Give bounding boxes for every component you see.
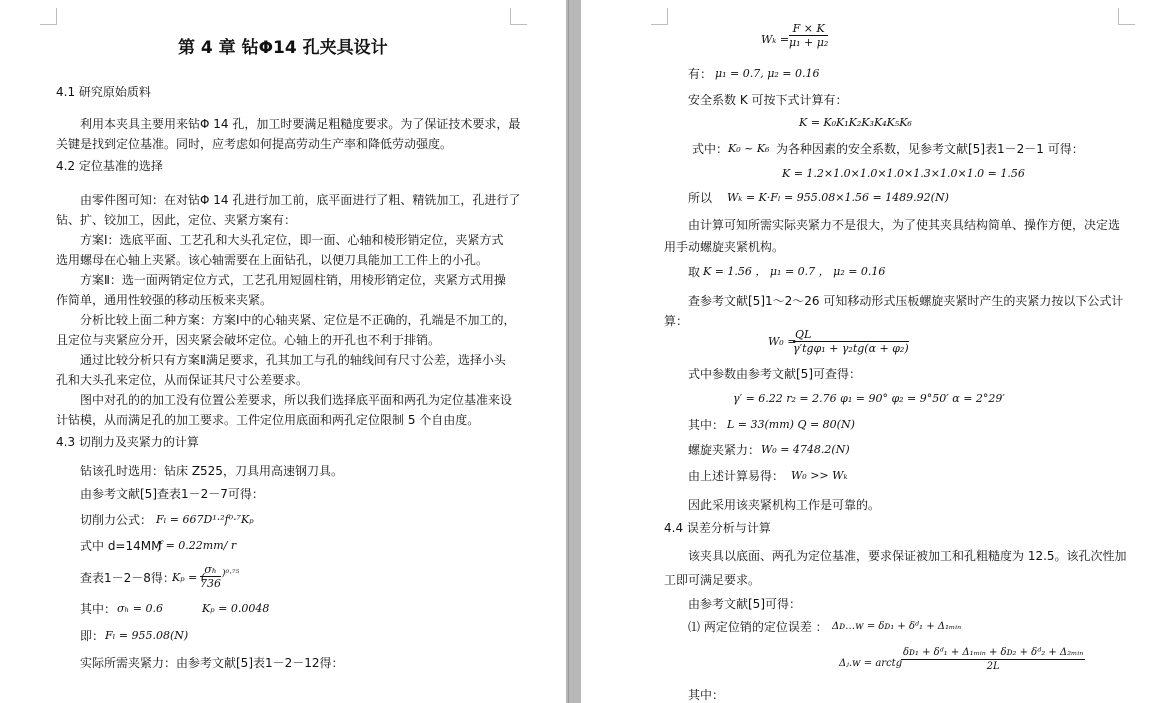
paragraph-line: 钻、扩、铰加工，因此，定位、夹紧方案有：: [56, 213, 297, 227]
comparison-result: W₀ >> Wₖ: [791, 469, 848, 482]
right-corner-mark-tr: [1118, 8, 1135, 25]
screw-clamp-formula-lhs: W₀ =: [768, 335, 797, 348]
paragraph-line: 由计算可知所需实际夹紧力不是很大，为了使其夹具结构简单、操作方便，决定选: [688, 218, 1121, 232]
formula-label: ⑴ 两定位销的定位误差 ：: [688, 620, 828, 634]
screw-clamp-fraction: [793, 328, 909, 355]
clamp-force-formula-lhs: Wₖ =: [761, 33, 790, 46]
paragraph-line: 查参考文献[5]1～2～26 可知移动形式压板螺旋夹紧时产生的夹紧力按以下公式计: [688, 294, 1124, 308]
paragraph-line: 其中：: [688, 688, 725, 702]
formula-label: 查表1－2－8得：: [80, 571, 175, 585]
factor-range: K₀ ~ K₆: [728, 142, 770, 155]
screw-clamp-numerator: QL: [793, 328, 909, 342]
clamp-force-result: Wₖ = K·Fₗ = 955.08×1.56 = 1489.92(N): [727, 191, 949, 204]
paragraph-line: 方案Ⅰ：选底平面、工艺孔和大头孔定位，即一面、心轴和棱形销定位，夹紧方式: [80, 233, 504, 247]
section-4-2-heading: 4.2 定位基准的选择: [56, 159, 163, 173]
angular-error-formula-lhs: Δⱼ.ᴡ = arctg: [839, 658, 903, 669]
paragraph-line: 图中对孔的的加工没有位置公差要求，所以我们选择底平面和两孔为定位基准来设: [80, 393, 513, 407]
paragraph-line: 用手动螺旋夹紧机构。: [664, 240, 785, 254]
kp-value: Kₚ = 0.0048: [202, 602, 270, 615]
angular-error-denominator: 2L: [986, 661, 1000, 672]
formula-label: 由上述计算易得：: [688, 469, 785, 483]
screw-clamp-denominator: γ′tgφ₁ + γ₂tg(α + φ₂): [793, 342, 909, 355]
paragraph-line: 该夹具以底面、两孔为定位基准，要求保证被加工和孔粗糙度为 12.5。该孔次性加: [688, 549, 1127, 563]
kp-formula-pre: Kₚ = (: [172, 571, 206, 584]
paragraph-line: 由参考文献[5]可得：: [688, 597, 801, 611]
paragraph-line: 选用螺母在心轴上夹紧。该心轴需要在上面钻孔，以便刀具能加工工件上的小孔。: [56, 253, 489, 267]
friction-coefficients: μ₁ = 0.7, μ₂ = 0.16: [715, 67, 820, 80]
paragraph-line: 工即可满足要求。: [664, 573, 761, 587]
formula-label: 其中：: [688, 418, 725, 432]
left-page: [0, 0, 566, 703]
clamp-force-fraction: [789, 22, 828, 49]
chapter-title: 第 4 章 钻Φ14 孔夹具设计: [178, 38, 388, 58]
paragraph-line: 由参考文献[5]查表1－2－7可得：: [80, 487, 264, 501]
left-corner-mark-tl: [40, 8, 57, 25]
section-4-4-heading: 4.4 误差分析与计算: [664, 521, 771, 535]
paragraph-line: 方案Ⅱ：选一面两销定位方式，工艺孔用短圆柱销，用棱形销定位，夹紧方式用操: [80, 273, 506, 287]
kp-fraction-numerator: σₕ: [200, 563, 221, 577]
paragraph-line: 式中参数由参考文献[5]可查得：: [688, 367, 861, 381]
force-result: Fₗ = 955.08(N): [105, 629, 189, 642]
formula-label: 式中 d=14MM: [80, 539, 162, 553]
clamp-force-denominator: μ₁ + μ₂: [789, 36, 829, 49]
section-4-1-heading: 4.1 研究原始质料: [56, 85, 151, 99]
paragraph-line: 通过比较分析只有方案Ⅱ满足要求，孔其加工与孔的轴线间有尺寸公差，选择小头: [80, 353, 506, 367]
feed-rate-formula: f = 0.22mm/ r: [158, 539, 237, 552]
clamp-force-numerator: F × K: [789, 22, 828, 36]
angular-error-fraction: [901, 646, 1085, 673]
safety-factor-calculation: K = 1.2×1.0×1.0×1.0×1.3×1.0×1.0 = 1.56: [782, 167, 1025, 180]
screw-clamp-result: W₀ = 4748.2(N): [761, 443, 850, 456]
kp-formula-post: )⁰·⁷⁵: [222, 569, 240, 579]
safety-factor-formula: K = K₀K₁K₂K₃K₄K₅K₆: [799, 116, 912, 129]
paragraph-line: 且定位与夹紧应分开，因夹紧会破坏定位。心轴上的开孔也不利于排销。: [56, 333, 441, 347]
formula-label: 有：: [688, 67, 713, 81]
paragraph-line: 由零件图可知：在对钻Φ 14 孔进行加工前，底平面进行了粗、精铣加工，孔进行了: [80, 193, 521, 207]
paragraph-line: 钻该孔时选用：钻床 Z525，刀具用高速钢刀具。: [80, 464, 343, 478]
page-gutter: [566, 0, 581, 703]
positioning-error-formula: Δᴅ…ᴡ = δᴅ₁ + δᵈ₁ + Δ₁ₘᵢₙ: [832, 621, 962, 632]
kp-fraction-denominator: 736: [200, 577, 221, 590]
lookup-parameters: γ′ = 6.22 r₂ = 2.76 φ₁ = 90° φ₂ = 9°50′ α = 2°29′: [733, 392, 1005, 405]
angular-error-numerator: δᴅ₁ + δᵈ₁ + Δ₁ₘᵢₙ + δᴅ₂ + δᵈ₂ + Δ₂ₘᵢₙ: [903, 647, 1084, 658]
paragraph-line: 分析比较上面二种方案：方案Ⅰ中的心轴夹紧、定位是不正确的，孔端是不加工的，: [80, 313, 516, 327]
kp-fraction: [200, 563, 221, 590]
section-4-3-heading: 4.3 切削力及夹紧力的计算: [56, 435, 199, 449]
formula-label: 式中：: [692, 142, 729, 156]
right-corner-mark-tl: [651, 8, 668, 25]
paragraph-line: 算：: [664, 314, 689, 328]
formula-label: 螺旋夹紧力：: [688, 443, 761, 457]
sigma-value: σₕ = 0.6: [117, 602, 163, 615]
paragraph-line: 实际所需夹紧力：由参考文献[5]表1－2－12得：: [80, 656, 344, 670]
formula-label: 其中：: [80, 602, 117, 616]
formula-label: 即：: [80, 629, 105, 643]
paragraph-line: 安全系数 K 可按下式计算有：: [688, 93, 848, 107]
paragraph-line: 作简单，通用性较强的移动压板来夹紧。: [56, 293, 273, 307]
paragraph-line: 孔和大头孔来定位，从而保证其尺寸公差要求。: [56, 373, 309, 387]
formula-label: 所以: [688, 191, 713, 205]
paragraph-line: 因此采用该夹紧机构工作是可靠的。: [688, 498, 881, 512]
right-page: [581, 0, 1149, 703]
paragraph-line: 为各种因素的安全系数，见参考文献[5]表1－2－1 可得：: [776, 142, 1084, 156]
left-corner-mark-tr: [510, 8, 527, 25]
paragraph-line: 关键是找到定位基准。同时，应考虑如何提高劳动生产率和降低劳动强度。: [56, 137, 453, 151]
cutting-force-formula: Fₗ = 667D¹·²f⁰·⁷Kₚ: [156, 513, 254, 526]
paragraph-line: 计钻模，从而满足孔的加工要求。工件定位用底面和两孔定位限制 5 个自由度。: [56, 413, 480, 427]
formula-label: 取: [688, 265, 701, 279]
formula-label: 切削力公式：: [80, 513, 153, 527]
paragraph-line: 利用本夹具主要用来钻Φ 14 孔，加工时要满足粗糙度要求。为了保证技术要求，最: [80, 117, 521, 131]
chosen-parameters: K = 1.56 ， μ₁ = 0.7 ， μ₂ = 0.16: [703, 265, 886, 278]
length-and-load: L = 33(mm) Q = 80(N): [727, 418, 855, 431]
